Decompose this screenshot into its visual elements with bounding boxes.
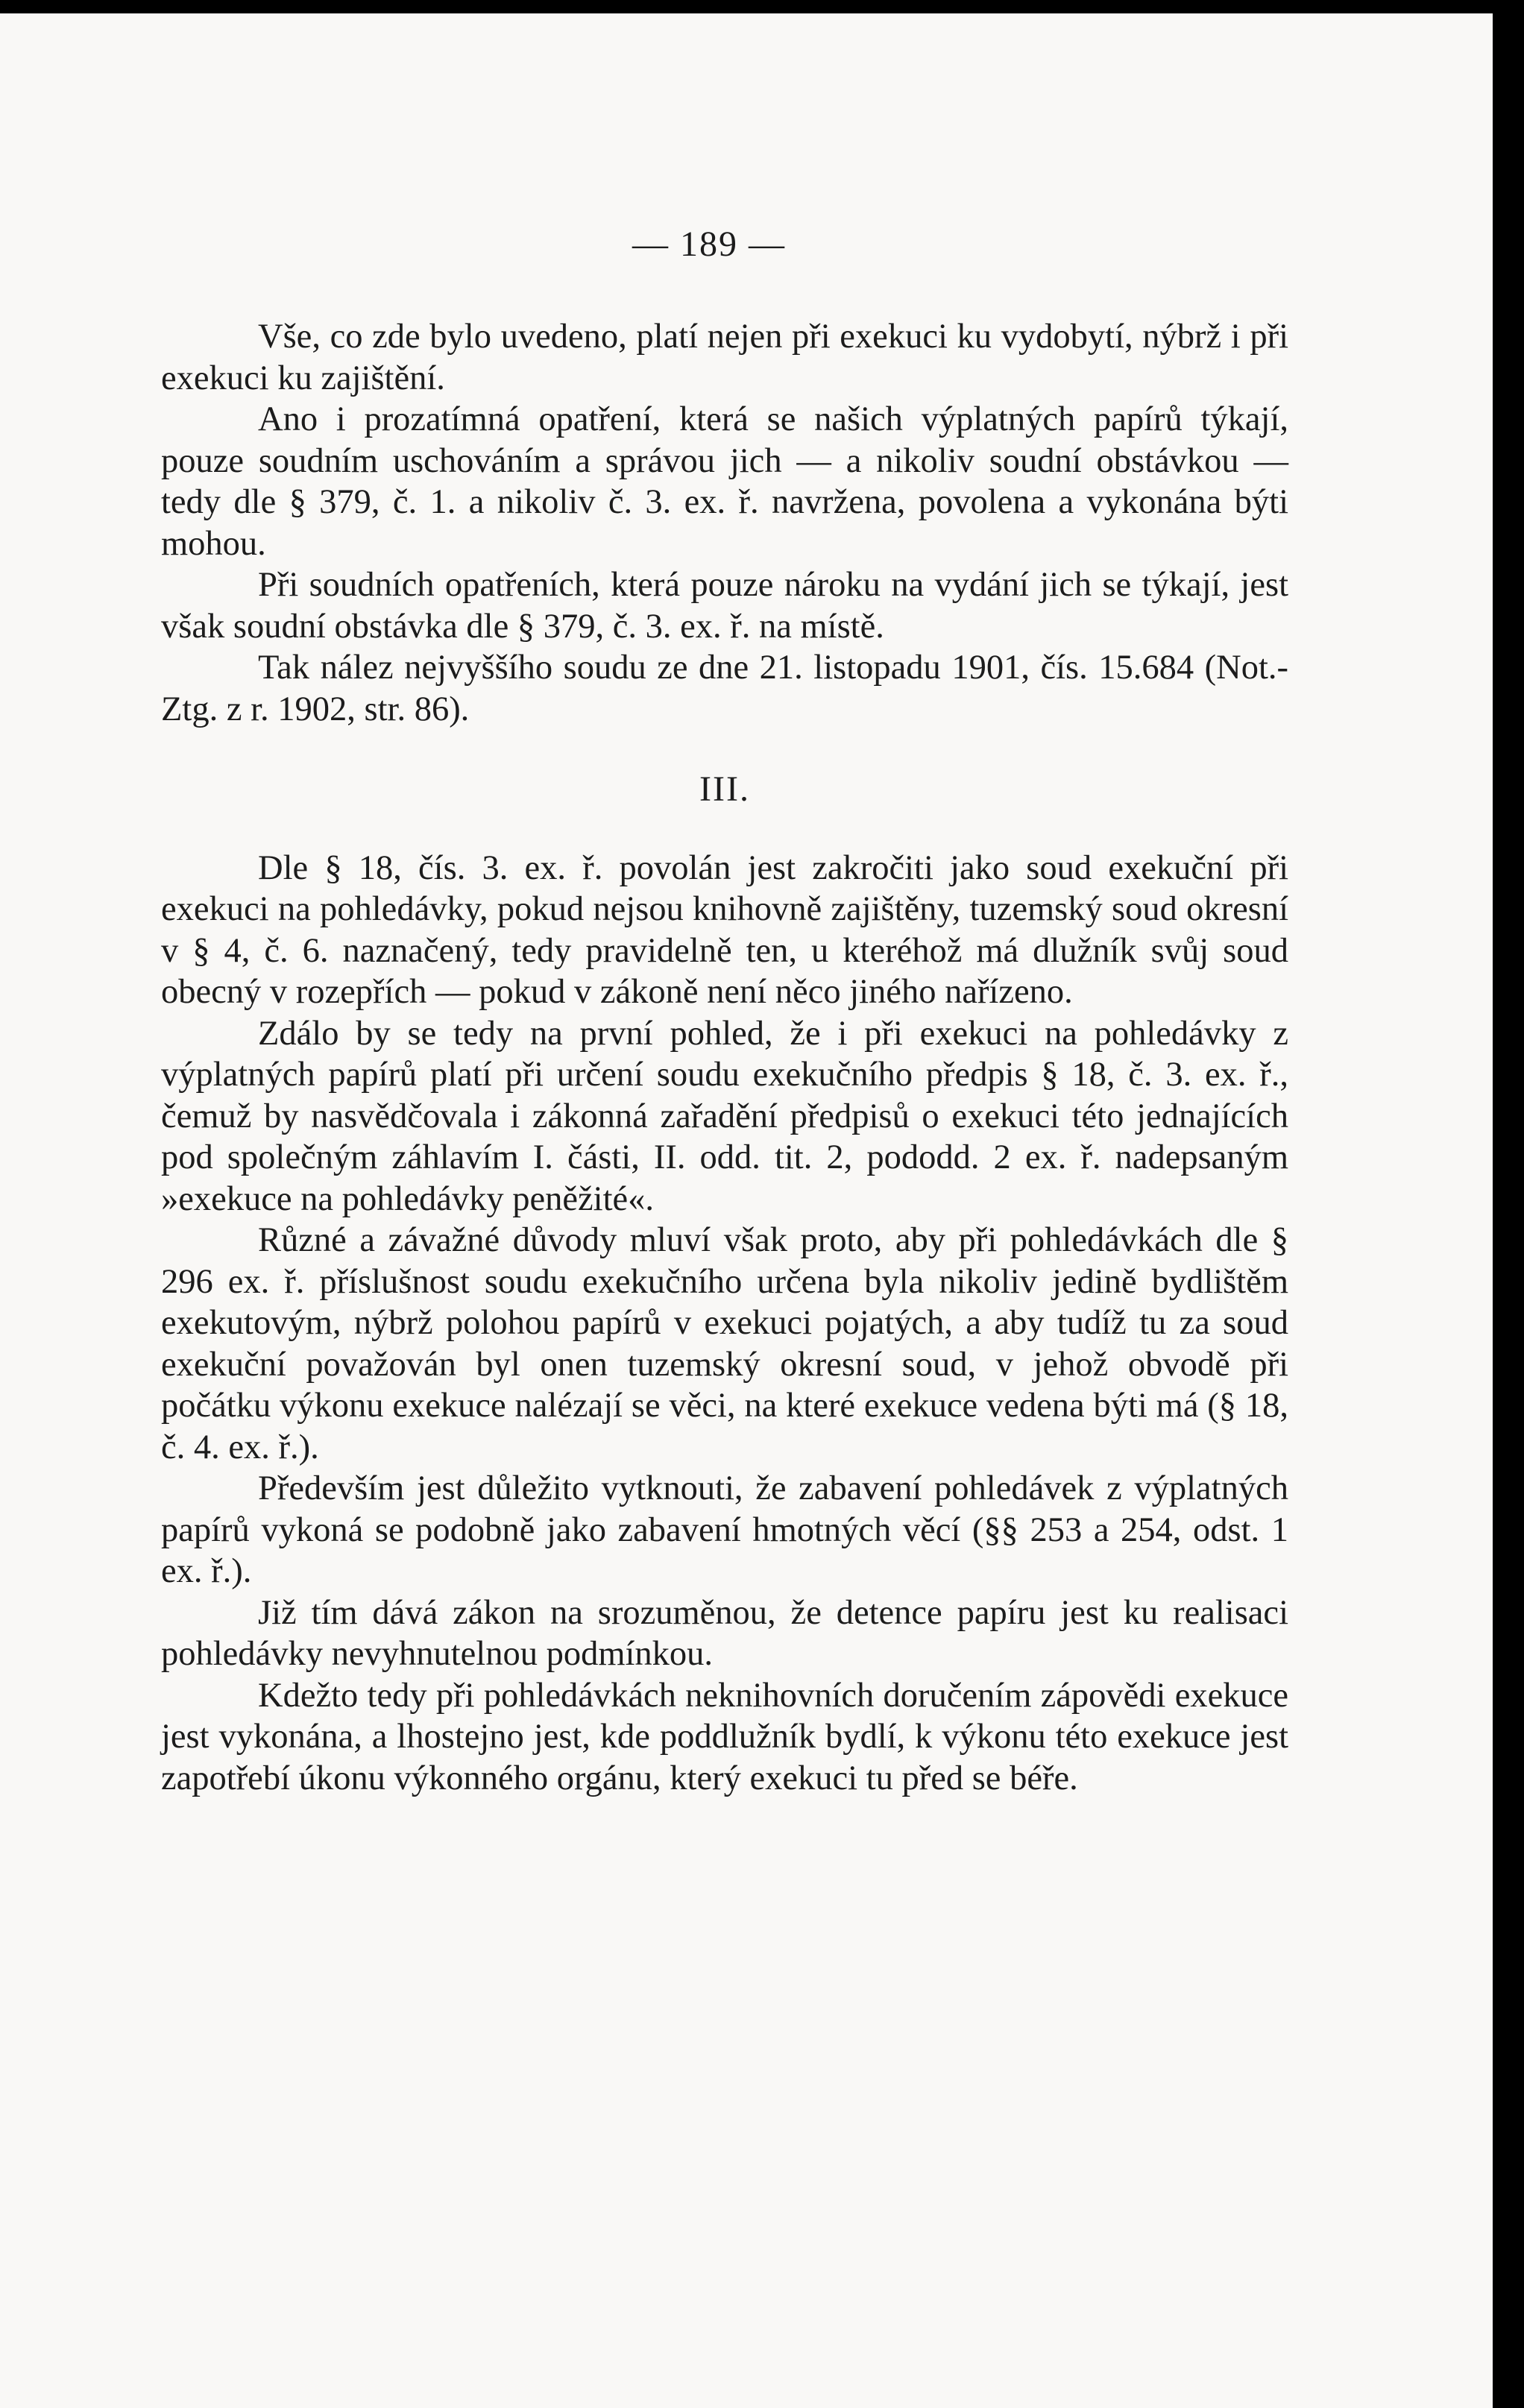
paragraph: Tak nález nejvyššího soudu ze dne 21. listopadu 1901, čís. 15.684 (Not.-Ztg. z r. 1902, str. 86).	[161, 649, 1288, 728]
paragraph: Kdežto tedy při pohledávkách neknihovních doručením zápovědi exekuce jest vykonána, a lhostejno jest, kde poddlužník bydlí, k výkonu této exekuce jest zapotřebí úkonu výkonného orgánu, který exekuci tu před se béře.	[161, 1676, 1288, 1797]
book-page	[0, 13, 1493, 2408]
section-heading: III.	[699, 769, 750, 809]
paragraph: Již tím dává zákon na srozuměnou, že detence papíru jest ku realisaci pohledávky nevyhnutelnou podmínkou.	[161, 1593, 1288, 1673]
paragraph: Především jest důležito vytknouti, že zabavení pohledávek z výplatných papírů vykoná se podobně jako zabavení hmotných věcí (§§ 253 a 254, odst. 1 ex. ř.).	[161, 1469, 1288, 1590]
body-text	[161, 316, 1288, 1799]
paragraph: Zdálo by se tedy na první pohled, že i při exekuci na pohledávky z výplatných papírů platí při určení soudu exekučního předpis § 18, č. 3. ex. ř., čemuž by nasvědčovala i zákonná zařadění předpisů o exekuci této jednajících pod společným záhlavím I. části, II. odd. tit. 2, pododd. 2 ex. ř. nadepsaným »exekuce na pohledávky peněžité«.	[161, 1014, 1288, 1218]
page-number: — 189 —	[632, 224, 786, 264]
paragraph: Ano i prozatímná opatření, která se našich výplatných papírů týkají, pouze soudním uschováním a správou jich — a nikoliv soudní obstávkou — tedy dle § 379, č. 1. a nikoliv č. 3. ex. ř. navržena, povolena a vykonána býti mohou.	[161, 400, 1288, 563]
paragraph: Při soudních opatřeních, která pouze nároku na vydání jich se týkají, jest však soudní obstávka dle § 379, č. 3. ex. ř. na místě.	[161, 566, 1288, 646]
paragraph: Různé a závažné důvody mluví však proto, aby při pohledávkách dle § 296 ex. ř. příslušnost soudu exekučního určena byla nikoliv jedině bydlištěm exekutovým, nýbrž polohou papírů v exekuci pojatých, a aby tudíž tu za soud exekuční považován byl onen tuzemský okresní soud, v jehož obvodě při počátku výkonu exekuce nalézají se věci, na které exekuce vedena býti má (§ 18, č. 4. ex. ř.).	[161, 1221, 1288, 1466]
paragraph: Vše, co zde bylo uvedeno, platí nejen při exekuci ku vydobytí, nýbrž i při exekuci ku zajištění.	[161, 318, 1288, 397]
paragraph: Dle § 18, čís. 3. ex. ř. povolán jest zakročiti jako soud exekuční při exekuci na pohledávky, pokud nejsou knihovně zajištěny, tuzemský soud okresní v § 4, č. 6. naznačený, tedy pravidelně ten, u kteréhož má dlužník svůj soud obecný v rozepřích — pokud v zákoně není něco jiného nařízeno.	[161, 848, 1288, 1011]
